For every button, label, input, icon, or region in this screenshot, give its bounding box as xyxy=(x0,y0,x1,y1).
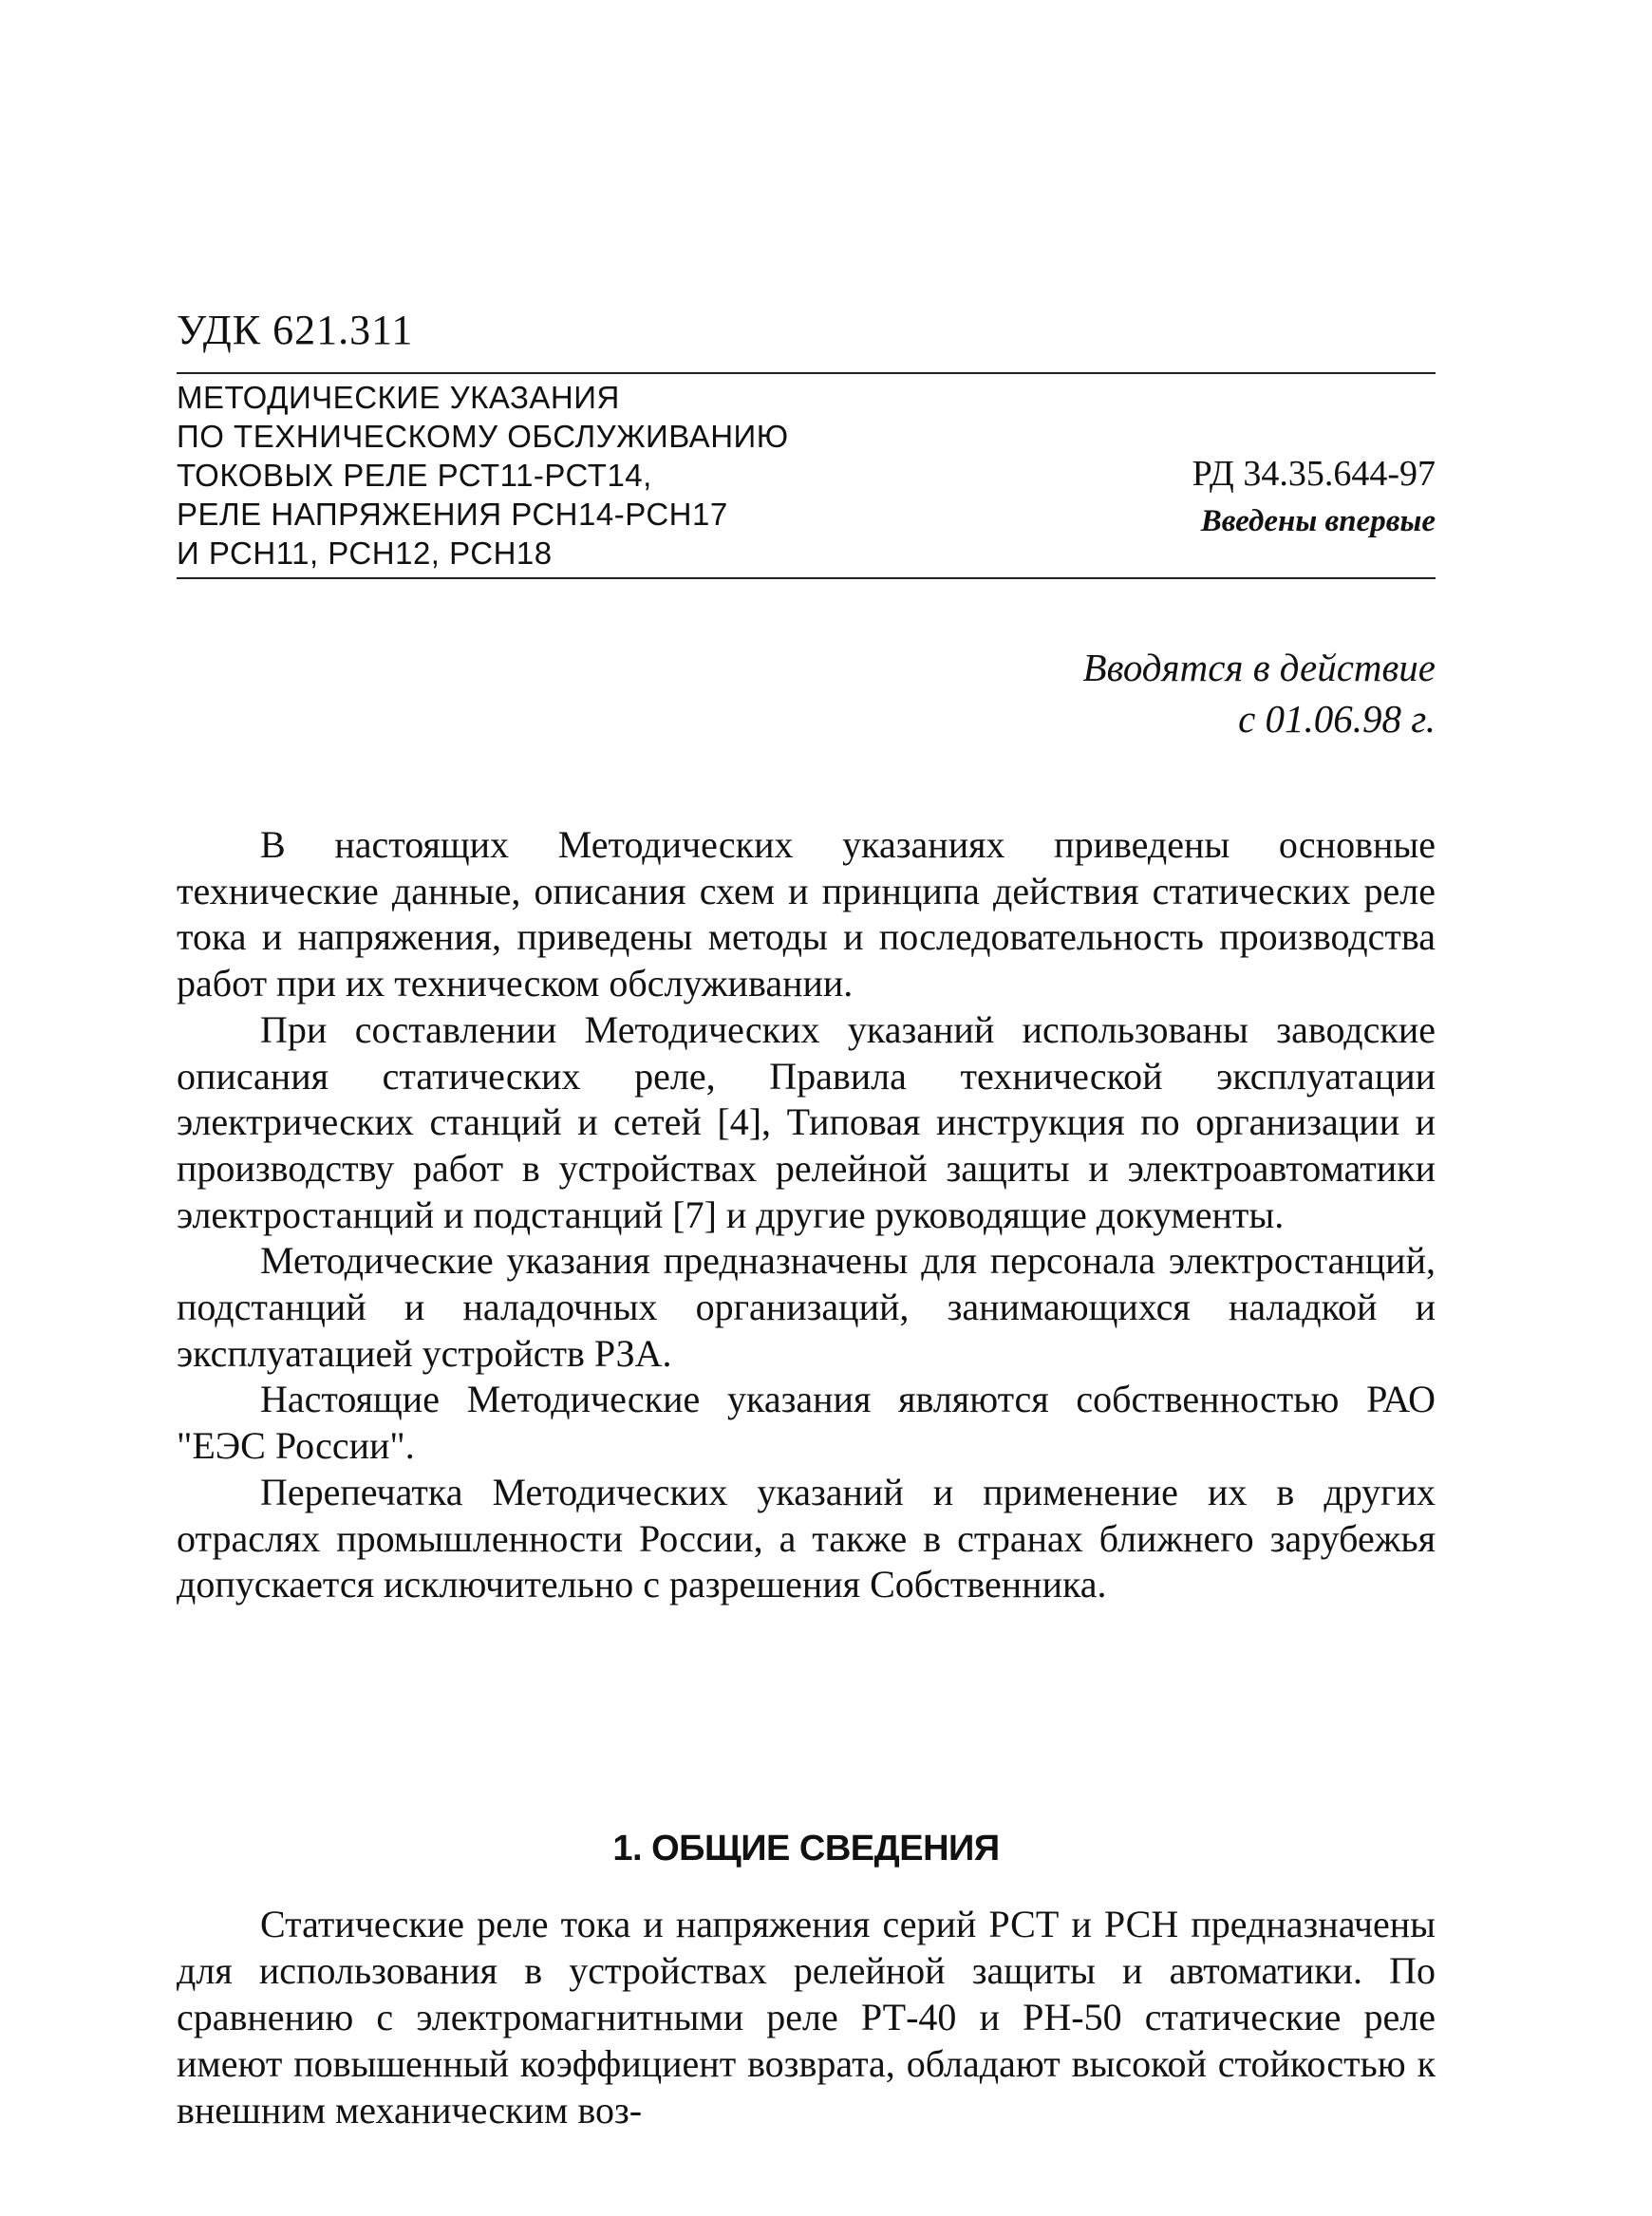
section-text xyxy=(177,1901,1436,2133)
introduced-note: Введены впервые xyxy=(1200,504,1436,538)
header-rule-bottom xyxy=(177,577,1436,579)
header-rule-top xyxy=(177,372,1436,374)
title-line: РЕЛЕ НАПРЯЖЕНИЯ РСН14-РСН17 xyxy=(177,497,728,532)
document-page xyxy=(177,0,1436,2216)
document-code-block xyxy=(1192,450,1436,545)
document-code: РД 34.35.644-97 xyxy=(1192,454,1436,494)
paragraph: Настоящие Методические указания являются собственностью РАО "ЕЭС России". xyxy=(177,1378,1436,1468)
title-line: ПО ТЕХНИЧЕСКОМУ ОБСЛУЖИВАНИЮ xyxy=(177,419,789,454)
document-title xyxy=(177,378,955,573)
title-line: МЕТОДИЧЕСКИЕ УКАЗАНИЯ xyxy=(177,380,620,415)
effective-line: Вводятся в действие xyxy=(1082,646,1436,689)
paragraph: При составлении Методических указаний использованы заводские описания статических реле, Правила технической эксплуатации электрических станций и сетей [4], Типовая инструкция по организации и производству работ в устройствах релейной защиты и электроавтоматики электростанций и подстанций [7] и другие руководящие документы. xyxy=(177,1007,1436,1236)
paragraph: Перепечатка Методических указаний и применение их в других отраслях промышленности России, а также в странах ближнего зарубежья допускается исключительно с разрешения Собственника. xyxy=(177,1470,1436,1606)
introduction-text xyxy=(177,822,1436,1608)
effective-date: с 01.06.98 г. xyxy=(1238,697,1436,741)
paragraph: Статические реле тока и напряжения серий РСТ и РСН предназначены для использования в устройствах релейной защиты и автоматики. По сравнению с электромагнитными реле РТ-40 и РН-50 статические реле имеют повышенный коэффициент возврата, обладают высокой стойкостью к внешним механическим воз- xyxy=(177,1903,1436,2131)
title-line: ТОКОВЫХ РЕЛЕ РСТ11-РСТ14, xyxy=(177,458,652,493)
title-line: И РСН11, РСН12, РСН18 xyxy=(177,535,553,571)
paragraph: В настоящих Методических указаниях приведены основные технические данные, описания схем и принципа действия статических реле тока и напряжения, приведены методы и последовательность производства работ при их техническом обслуживании. xyxy=(177,823,1436,1005)
section-heading: 1. ОБЩИЕ СВЕДЕНИЯ xyxy=(612,1829,1000,1869)
udk-code: УДК 621.311 xyxy=(177,307,414,353)
paragraph: Методические указания предназначены для персонала электростанций, подстанций и наладочных организаций, занимающихся наладкой и эксплуатацией устройств РЗА. xyxy=(177,1239,1436,1375)
effective-date-block xyxy=(1083,642,1436,744)
